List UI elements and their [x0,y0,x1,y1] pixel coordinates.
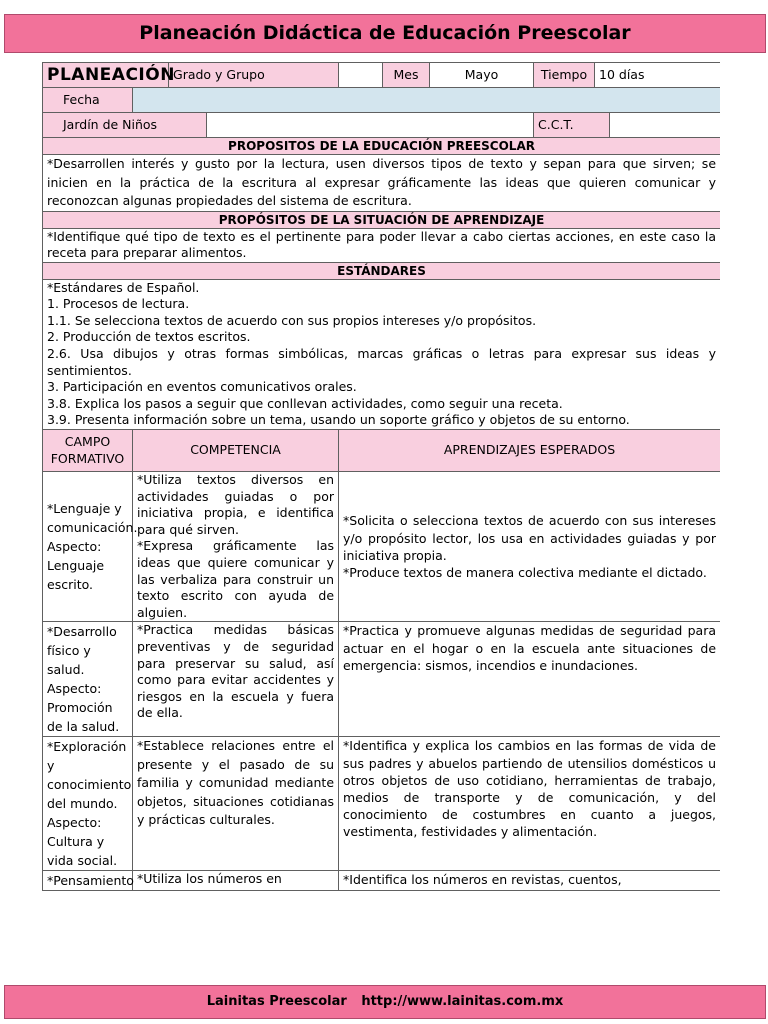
table-row [43,472,721,622]
campo-cell: *Desarrollo físico y salud. Aspecto: Promoción de la salud. [43,622,133,737]
estandares-line: 2. Producción de textos escritos. [47,329,251,345]
aprendizajes-cell: *Identifica los números en revistas, cuentos, [339,871,720,891]
mes-label: Mes [383,63,430,88]
propositos-situacion-title: PROPÓSITOS DE LA SITUACIÓN DE APRENDIZAJE [43,211,721,228]
competencia-cell: *Utiliza los números en [133,871,339,891]
column-header-row [43,430,721,472]
campo-cell: *Lenguaje y comunicación. Aspecto: Lenguaje escrito. [43,472,133,622]
jardin-row [43,113,721,138]
estandares-title-row [43,262,721,279]
estandares-line: 3.8. Explica los pasos a seguir que conllevan actividades, como seguir una receta. [47,395,563,411]
estandares-line: 2.6. Usa dibujos y otras formas simbólicas, marcas gráficas o letras para expresar sus ideas y sentimientos. [47,346,717,378]
fecha-label: Fecha [43,88,133,113]
jardin-label: Jardín de Niños [43,113,207,138]
estandares-line: 3.9. Presenta información sobre un tema, usando un soporte gráfico y objetos de su entorno. [47,412,630,428]
competencia-cell: *Utiliza textos diversos en actividades guiadas o por iniciativa propia, e identifica para qué sirven. *Expresa gráficamente las ideas que quiere comunicar y las verbaliza para construir un texto escrito con ayuda de alguien. [133,472,339,622]
campo-formativo-header: CAMPO FORMATIVO [43,430,133,472]
table-row [43,871,721,891]
table-row [43,622,721,737]
grado-grupo-value[interactable] [339,63,383,88]
aprendizajes-cell: *Identifica y explica los cambios en las formas de vida de sus padres y abuelos partiendo de utensilios domésticos u otros objetos de uso cotidiano, herramientas de trabajo, medios de transporte y de comunicación, y del conocimiento de costumbres en cuanto a juegos, vestimenta, festividades y alimentación. [339,737,720,871]
campo-cell: *Pensamiento [43,871,133,891]
planning-table [42,62,720,891]
grado-grupo-label: Grado y Grupo [169,63,339,88]
cct-label: C.C.T. [534,113,610,138]
footer-brand: Lainitas Preescolar [206,994,347,1009]
propositos-educacion-text: *Desarrollen interés y gusto por la lectura, usen diversos tipos de texto y sepan para que sirven; se inicien en la práctica de la escritura al expresar gráficamente las ideas que quieren comunicar y reconozcan algunas propiedades del sistema de escritura. [43,155,721,212]
propositos-educacion-title: PROPOSITOS DE LA EDUCACIÓN PREESCOLAR [43,138,721,155]
header-row [43,63,721,88]
cct-value[interactable] [610,113,720,138]
mes-value[interactable]: Mayo [430,63,534,88]
estandares-line: *Estándares de Español. [47,279,200,295]
fecha-value[interactable] [133,88,721,113]
propositos-educacion-title-row [43,138,721,155]
competencia-cell: *Establece relaciones entre el presente y el pasado de su familia y comunidad mediante objetos, situaciones cotidianas y prácticas culturales. [133,737,339,871]
aprendizajes-cell: *Practica y promueve algunas medidas de seguridad para actuar en el hogar o en la escuela ante situaciones de emergencia: sismos, incendios e inundaciones. [339,622,720,737]
campo-cell: *Exploración y conocimiento del mundo. Aspecto: Cultura y vida social. [43,737,133,871]
estandares-line: 3. Participación en eventos comunicativos orales. [47,379,357,395]
propositos-situacion-text: *Identifique qué tipo de texto es el pertinente para poder llevar a cabo ciertas acciones, en este caso la receta para preparar alimentos. [43,228,721,262]
page-title: Planeación Didáctica de Educación Preescolar [139,22,631,44]
estandares-row [43,279,721,429]
table-row [43,737,721,871]
footer-banner [4,985,766,1019]
competencia-cell: *Practica medidas básicas preventivas y de seguridad para preservar su salud, así como para evitar accidentes y riesgos en la escuela y fuera de ella. [133,622,339,737]
planning-document [42,62,720,946]
propositos-educacion-row [43,155,721,212]
competencia-header: COMPETENCIA [133,430,339,472]
aprendizajes-cell: *Solicita o selecciona textos de acuerdo con sus intereses y/o propósito lector, los usa en actividades guiadas y por iniciativa propia. *Produce textos de manera colectiva mediante el dictado. [339,472,720,622]
tiempo-label: Tiempo [534,63,595,88]
footer-link[interactable]: http://www.lainitas.com.mx [361,994,564,1009]
header-banner [4,14,766,53]
propositos-situacion-title-row [43,211,721,228]
estandares-list [43,279,721,429]
aprendizajes-header: APRENDIZAJES ESPERADOS [339,430,720,472]
fecha-row [43,88,721,113]
tiempo-value[interactable]: 10 días [595,63,720,88]
propositos-situacion-row [43,228,721,262]
estandares-line: 1.1. Se selecciona textos de acuerdo con sus propios intereses y/o propósitos. [47,312,537,328]
estandares-line: 1. Procesos de lectura. [47,296,190,312]
jardin-value[interactable] [207,113,534,138]
estandares-title: ESTÁNDARES [43,262,721,279]
planeacion-label: PLANEACIÓN [43,63,169,88]
